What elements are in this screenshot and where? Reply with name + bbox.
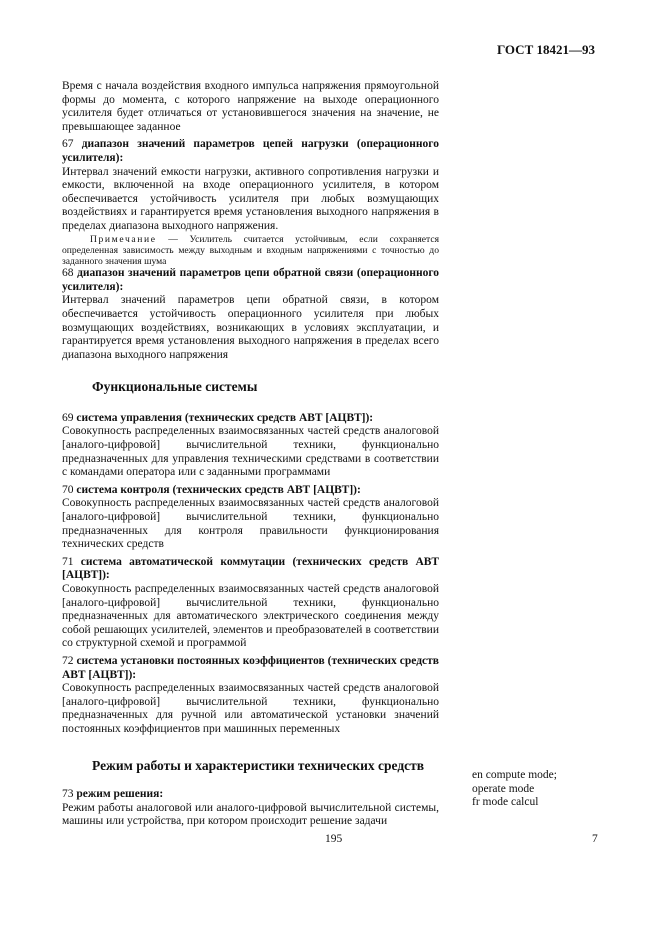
term-67-heading — [62, 138, 439, 165]
term-68-heading — [62, 267, 439, 294]
term-number: 70 — [62, 483, 74, 496]
term-69-definition: Совокупность распределенных взаимосвязанных частей средств аналоговой [аналого-цифровой] вычислительной техники, функционально предназначенных для управления техническими средствами в соответствии с командами оператора или с заданными программами — [62, 425, 439, 479]
term-number: 71 — [62, 555, 74, 568]
main-column — [62, 80, 439, 829]
term-71-definition: Совокупность распределенных взаимосвязанных частей средств аналоговой [аналого-цифровой] вычислительной техники, функционально предназначенных для автоматического электрического соединения между собой решающих усилителей, элементов и преобразователей в соответствии со структурной схемой и программой — [62, 583, 439, 650]
note-lead: Примечание — [90, 233, 157, 245]
term-title: система установки постоянных коэффициентов (технических средств АВТ [АЦВТ]): — [62, 654, 439, 681]
equivalent-en: en compute mode; — [472, 769, 557, 781]
intro-paragraph: Время с начала воздействия входного импульса напряжения прямоугольной формы до момента, с которого напряжение на выходе операционного усилителя будет отличаться от установившегося значения на значение, не превышающее заданное — [62, 80, 439, 133]
term-73-definition: Режим работы аналоговой или аналого-цифровой вычислительной системы, машины или устройства, при котором происходит решение задачи — [62, 801, 439, 828]
term-title: диапазон значений параметров цепи обратной связи (операционного усилителя): — [62, 267, 440, 293]
note-text: — Усилитель считается устойчивым, если сохраняется определенная зависимость между выходным и входным напряжениями с точностью до заданного значения шума — [62, 233, 439, 267]
term-70-definition: Совокупность распределенных взаимосвязанных частей средств аналоговой [аналого-цифровой] вычислительной техники, функционально предназначенных для контроля правильности функционирования технических средств — [62, 497, 439, 551]
page-number: 195 — [325, 833, 343, 845]
document-header: ГОСТ 18421—93 — [496, 42, 595, 57]
foreign-equivalents — [472, 769, 557, 810]
term-number: 69 — [62, 411, 74, 424]
term-number: 67 — [62, 138, 74, 151]
term-number: 72 — [62, 654, 74, 667]
equivalent-en-alt: operate mode — [472, 782, 535, 795]
term-title: система управления (технических средств АВТ [АЦВТ]): — [76, 411, 374, 424]
page-number-secondary: 7 — [592, 833, 598, 845]
term-title: система автоматической коммутации (технических средств АВТ [АЦВТ]): — [62, 555, 439, 582]
term-70-heading — [62, 484, 439, 498]
section-heading: Функциональные системы — [92, 379, 258, 395]
term-73-heading — [62, 788, 439, 802]
note — [62, 234, 439, 268]
term-number: 73 — [62, 788, 74, 801]
term-title: режим решения: — [76, 788, 164, 801]
term-68-definition: Интервал значений параметров цепи обратной связи, в котором обеспечивается устойчивость операционного усилителя при любых возмущающих воздействиях, возникающих в условиях эксплуатации, и гарантируется время установления выходного напряжения в пределах всего диапазона выходного напряжения — [62, 294, 439, 361]
equivalent-fr: fr mode calcul — [472, 796, 539, 809]
term-67-definition: Интервал значений емкости нагрузки, активного сопротивления нагрузки и емкости, включенной на входе операционного усилителя, в котором обеспечивается устойчивость усилителя при любых возмущающих воздействиях и гарантируется время установления выходного напряжения в пределах диапазона выходного напряжения. — [62, 165, 439, 232]
term-title: система контроля (технических средств АВТ [АЦВТ]): — [76, 483, 361, 496]
term-72-definition: Совокупность распределенных взаимосвязанных частей средств аналоговой [аналого-цифровой] вычислительной техники, функционально предназначенных для ручной или автоматической установки значений постоянных коэффициентов при машинных переменных — [62, 682, 439, 735]
term-69-heading — [62, 412, 439, 426]
term-72-heading — [62, 655, 439, 682]
term-71-heading — [62, 556, 439, 583]
term-number: 68 — [62, 267, 74, 280]
section-heading: Режим работы и характеристики технических средств — [92, 757, 425, 773]
term-title: диапазон значений параметров цепей нагрузки (операционного усилителя): — [62, 138, 439, 164]
